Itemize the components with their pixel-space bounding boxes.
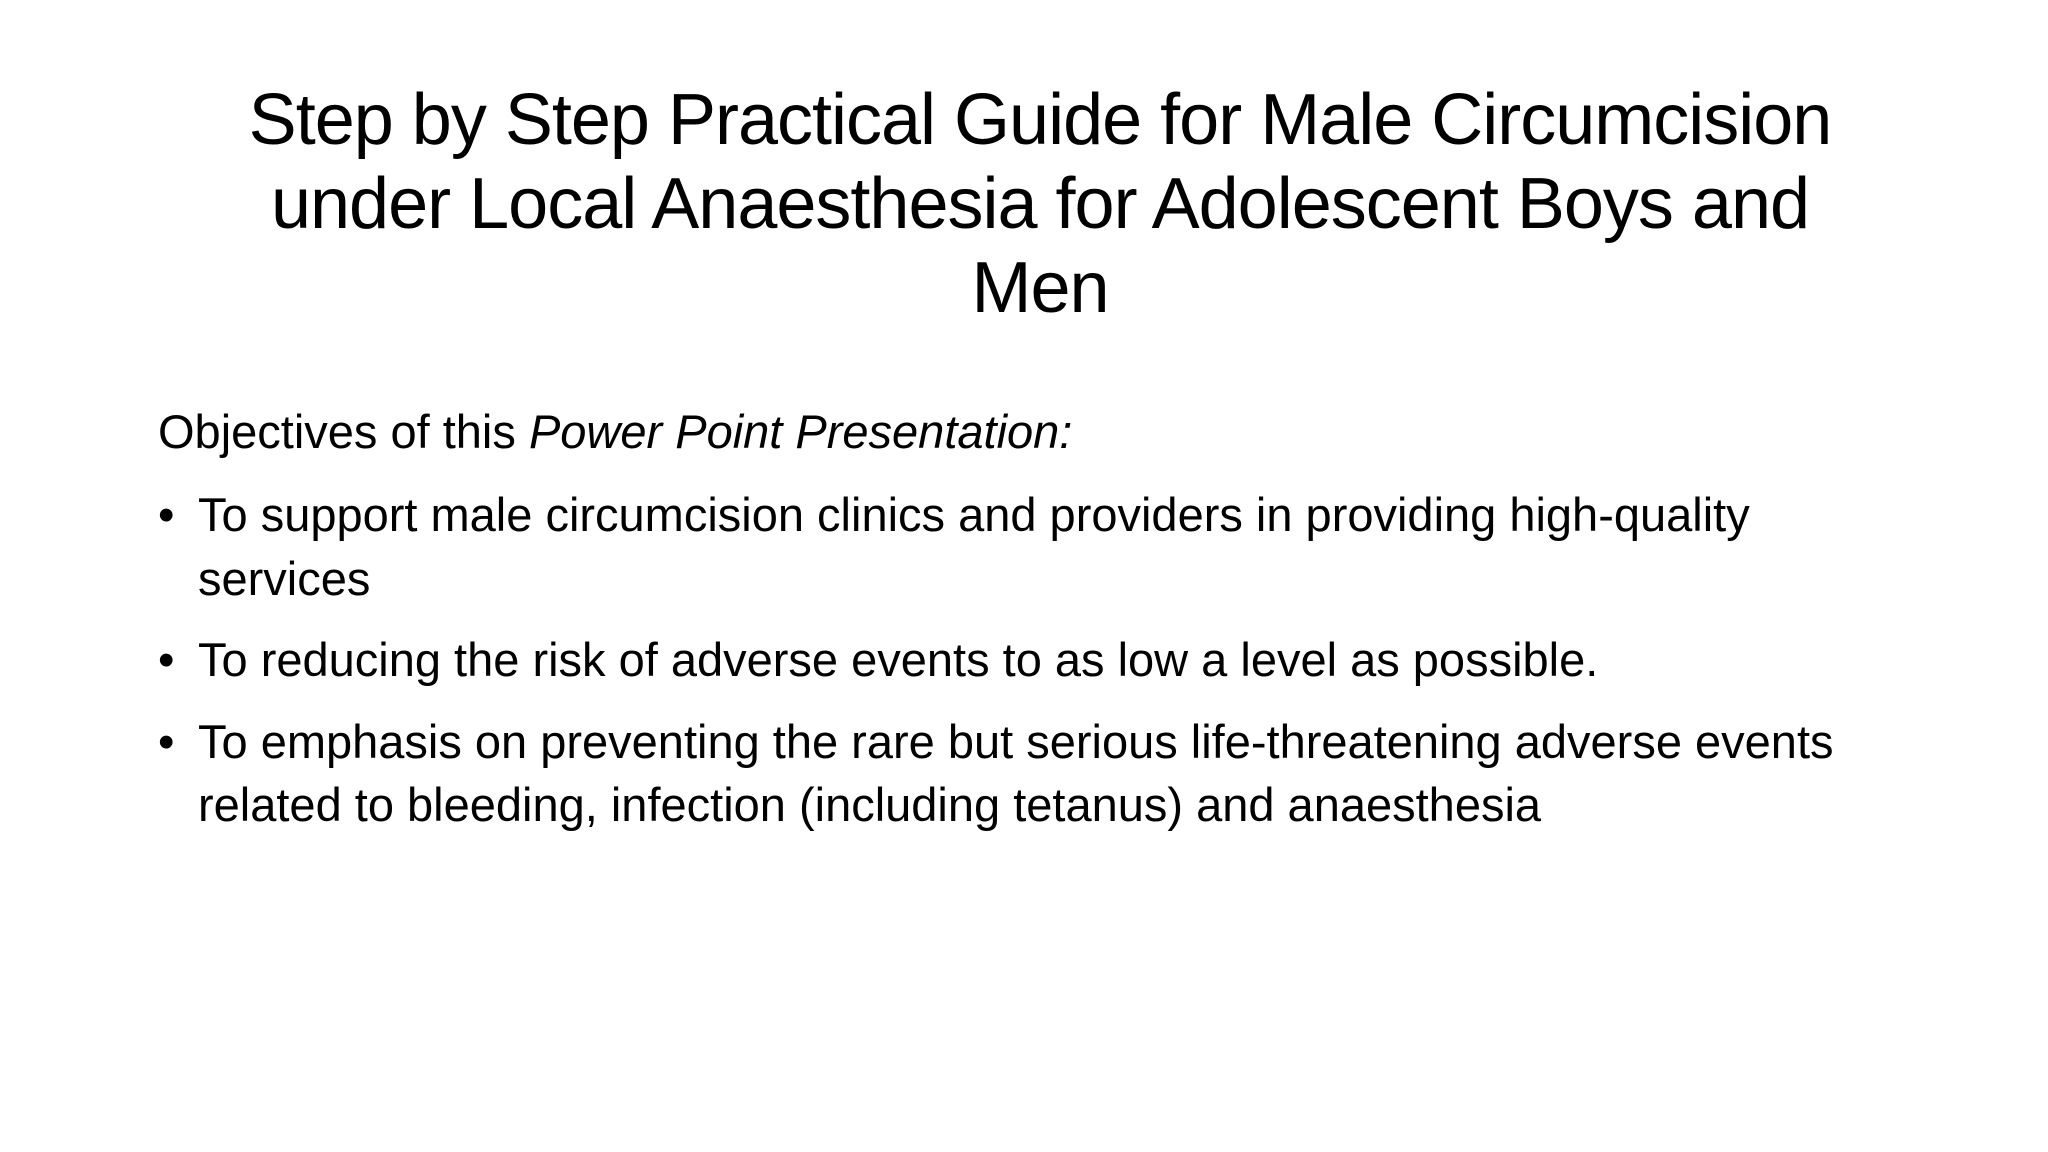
objective-text-3: To emphasis on preventing the rare but serious life-threatening adverse events related to bleeding, infection (including tetanus) and anaesthesia (198, 714, 1834, 832)
objectives-intro (158, 400, 1878, 463)
slide-title-line-3: Men (971, 248, 1109, 329)
bullet-icon: • (158, 488, 175, 542)
objective-text-1: To support male circumcision clinics and providers in providing high-quality services (198, 488, 1750, 605)
objective-item-3 (158, 710, 1878, 837)
slide-title-line-1: Step by Step Practical Guide for Male Circumcision (248, 80, 1832, 160)
objective-item-1 (158, 483, 1878, 610)
slide-body (158, 400, 1878, 855)
bullet-icon: • (158, 633, 175, 687)
bullet-icon: • (158, 714, 175, 768)
objectives-intro-italic: Power Point Presentation: (528, 405, 1073, 458)
slide-title-line-2: under Local Anaesthesia for Adolescent Boys and (270, 164, 1810, 245)
objective-item-2 (158, 628, 1878, 691)
objective-text-2: To reducing the risk of adverse events to as low a level as possible. (198, 633, 1599, 687)
objectives-list (158, 483, 1878, 836)
slide-title (140, 78, 1940, 331)
objectives-intro-prefix: Objectives of this (158, 405, 529, 458)
